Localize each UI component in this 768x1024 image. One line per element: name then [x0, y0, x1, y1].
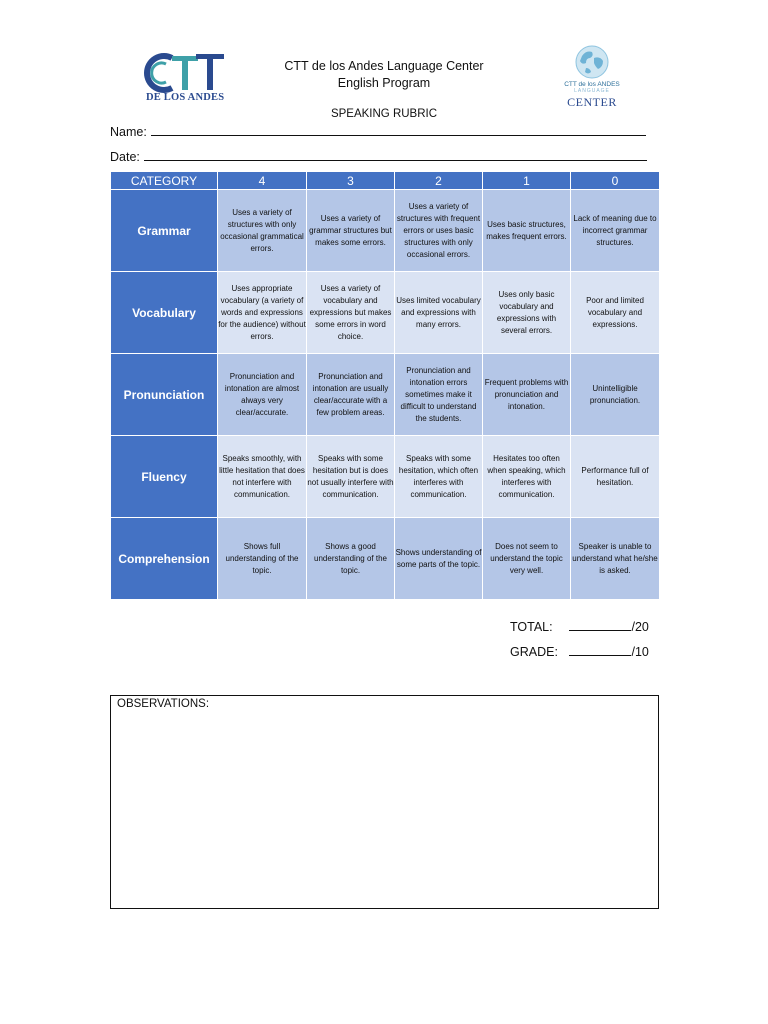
descriptor-cell: Uses a variety of structures with frequent errors or uses basic structures with only occasional errors. [395, 190, 483, 272]
table-row [111, 190, 660, 272]
category-cell: Vocabulary [111, 272, 218, 354]
ctt-logo [142, 50, 230, 106]
column-header: CATEGORY [111, 172, 218, 190]
grade-max: /10 [631, 645, 649, 659]
descriptor-cell: Uses a variety of grammar structures but makes some errors. [307, 190, 395, 272]
column-header: 3 [307, 172, 395, 190]
column-header: 4 [218, 172, 307, 190]
column-header: 1 [483, 172, 571, 190]
descriptor-cell: Speaks with some hesitation, which often interferes with communication. [395, 436, 483, 518]
table-row [111, 518, 660, 600]
descriptor-cell: Shows a good understanding of the topic. [307, 518, 395, 600]
category-cell: Pronunciation [111, 354, 218, 436]
descriptor-cell: Uses a variety of vocabulary and expressions but makes some errors in word choice. [307, 272, 395, 354]
descriptor-cell: Uses appropriate vocabulary (a variety of words and expressions for the audience) without errors. [218, 272, 307, 354]
descriptor-cell: Pronunciation and intonation errors sometimes make it difficult to understand the students. [395, 354, 483, 436]
descriptor-cell: Speaks with some hesitation but is does not usually interfere with communication. [307, 436, 395, 518]
ctt-logo-mark [142, 50, 230, 94]
date-line[interactable] [144, 148, 647, 161]
category-cell: Fluency [111, 436, 218, 518]
descriptor-cell: Unintelligible pronunciation. [571, 354, 660, 436]
descriptor-cell: Uses basic structures, makes frequent errors. [483, 190, 571, 272]
descriptor-cell: Performance full of hesitation. [571, 436, 660, 518]
logo-right-small: CTT de los ANDES [564, 81, 620, 88]
descriptor-cell: Shows understanding of some parts of the topic. [395, 518, 483, 600]
name-label: Name: [110, 125, 147, 139]
language-center-logo [556, 44, 628, 110]
observations-box[interactable] [110, 695, 659, 909]
descriptor-cell: Speaker is unable to understand what he/she is asked. [571, 518, 660, 600]
total-max: /20 [631, 620, 649, 634]
date-label: Date: [110, 150, 140, 164]
date-field[interactable] [110, 148, 647, 164]
rubric-title: SPEAKING RUBRIC [330, 108, 438, 120]
descriptor-cell: Uses a variety of structures with only occasional grammatical errors. [218, 190, 307, 272]
descriptor-cell: Does not seem to understand the topic very well. [483, 518, 571, 600]
column-header: 0 [571, 172, 660, 190]
school-title: CTT de los Andes Language Center [284, 59, 484, 73]
descriptor-cell: Uses limited vocabulary and expressions with many errors. [395, 272, 483, 354]
descriptor-cell: Pronunciation and intonation are usually clear/accurate with a few problem areas. [307, 354, 395, 436]
total-blank[interactable] [569, 619, 631, 631]
logo-left-text: DE LOS ANDES [146, 92, 225, 103]
descriptor-cell: Speaks smoothly, with little hesitation that does not interfere with communication. [218, 436, 307, 518]
total-line [510, 619, 649, 634]
program-title: English Program [337, 76, 431, 90]
category-cell: Grammar [111, 190, 218, 272]
descriptor-cell: Lack of meaning due to incorrect grammar structures. [571, 190, 660, 272]
grade-blank[interactable] [569, 644, 631, 656]
grade-label: GRADE: [510, 645, 558, 659]
table-header-row [111, 172, 660, 190]
observations-label: OBSERVATIONS: [117, 698, 210, 710]
category-cell: Comprehension [111, 518, 218, 600]
table-row [111, 354, 660, 436]
descriptor-cell: Hesitates too often when speaking, which interferes with communication. [483, 436, 571, 518]
descriptor-cell: Uses only basic vocabulary and expressions with several errors. [483, 272, 571, 354]
logo-right-big: CENTER [567, 95, 617, 109]
speaking-rubric-table [110, 171, 660, 600]
name-field[interactable] [110, 123, 646, 139]
total-label: TOTAL: [510, 620, 553, 634]
table-row [111, 436, 660, 518]
descriptor-cell: Pronunciation and intonation are almost always very clear/accurate. [218, 354, 307, 436]
table-row [111, 272, 660, 354]
logo-right-tag: LANGUAGE [574, 88, 610, 94]
name-line[interactable] [151, 123, 646, 136]
grade-line [510, 644, 649, 659]
descriptor-cell: Poor and limited vocabulary and expressions. [571, 272, 660, 354]
descriptor-cell: Shows full understanding of the topic. [218, 518, 307, 600]
descriptor-cell: Frequent problems with pronunciation and intonation. [483, 354, 571, 436]
column-header: 2 [395, 172, 483, 190]
globe-icon [574, 44, 610, 80]
